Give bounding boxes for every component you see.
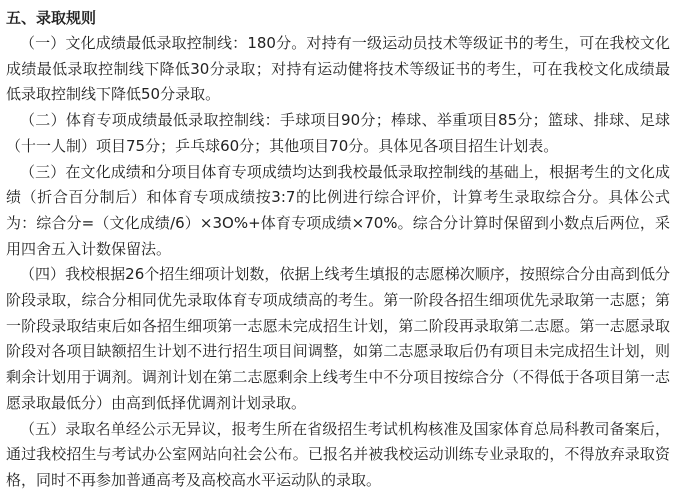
paragraph-rule-4: （四）我校根据26个招生细项计划数，依据上线考生填报的志愿梯次顺序，按照综合分由高到低分阶段录取，综合分相同优先录取体育专项成绩高的考生。第一阶段各招生细项优先录取第一志愿；第一阶段录取结束后如各招生细项第一志愿未完成招生计划，第二阶段再录取第二志愿。第一志愿录取阶段对各项目缺额招生计划不进行招生项目间调整，如第二志愿录取后仍有项目未完成招生计划，则剩余计划用于调剂。调剂计划在第二志愿剩余上线考生中不分项目按综合分（不得低于各项目第一志愿录取最低分）由高到低择优调剂计划录取。 — [6, 265, 670, 412]
section-title: 五、录取规则 — [6, 9, 97, 27]
paragraph-rule-1: （一）文化成绩最低录取控制线：180分。对持有一级运动员技术等级证书的考生，可在我校文化成绩最低录取控制线下降低30分录取；对持有运动健将技术等级证书的考生，可在我校文化成绩最低录取控制线下降低50分录取。 — [6, 34, 670, 104]
paragraph-rule-5: （五）录取名单经公示无异议，报考生所在省级招生考试机构核准及国家体育总局科教司备案后，通过我校招生与考试办公室网站向社会公布。已报名并被我校运动训练专业录取的，不得放弃录取资格，同时不再参加普通高考及高校高水平运动队的录取。 — [6, 419, 670, 489]
paragraph-rule-2: （二）体育专项成绩最低录取控制线：手球项目90分；棒球、举重项目85分；篮球、排球、足球（十一人制）项目75分；乒乓球60分；其他项目70分。具体见各项目招生计划表。 — [6, 111, 670, 155]
paragraph-rule-3: （三）在文化成绩和分项目体育专项成绩均达到我校最低录取控制线的基础上，根据考生的文化成绩（折合百分制后）和体育专项成绩按3:7的比例进行综合评价，计算考生录取综合分。具体公式为：综合分=（文化成绩/6）×3O%+体育专项成绩×70%。综合分计算时保留到小数点后两位，采用四舍五入计数保留法。 — [6, 162, 670, 258]
